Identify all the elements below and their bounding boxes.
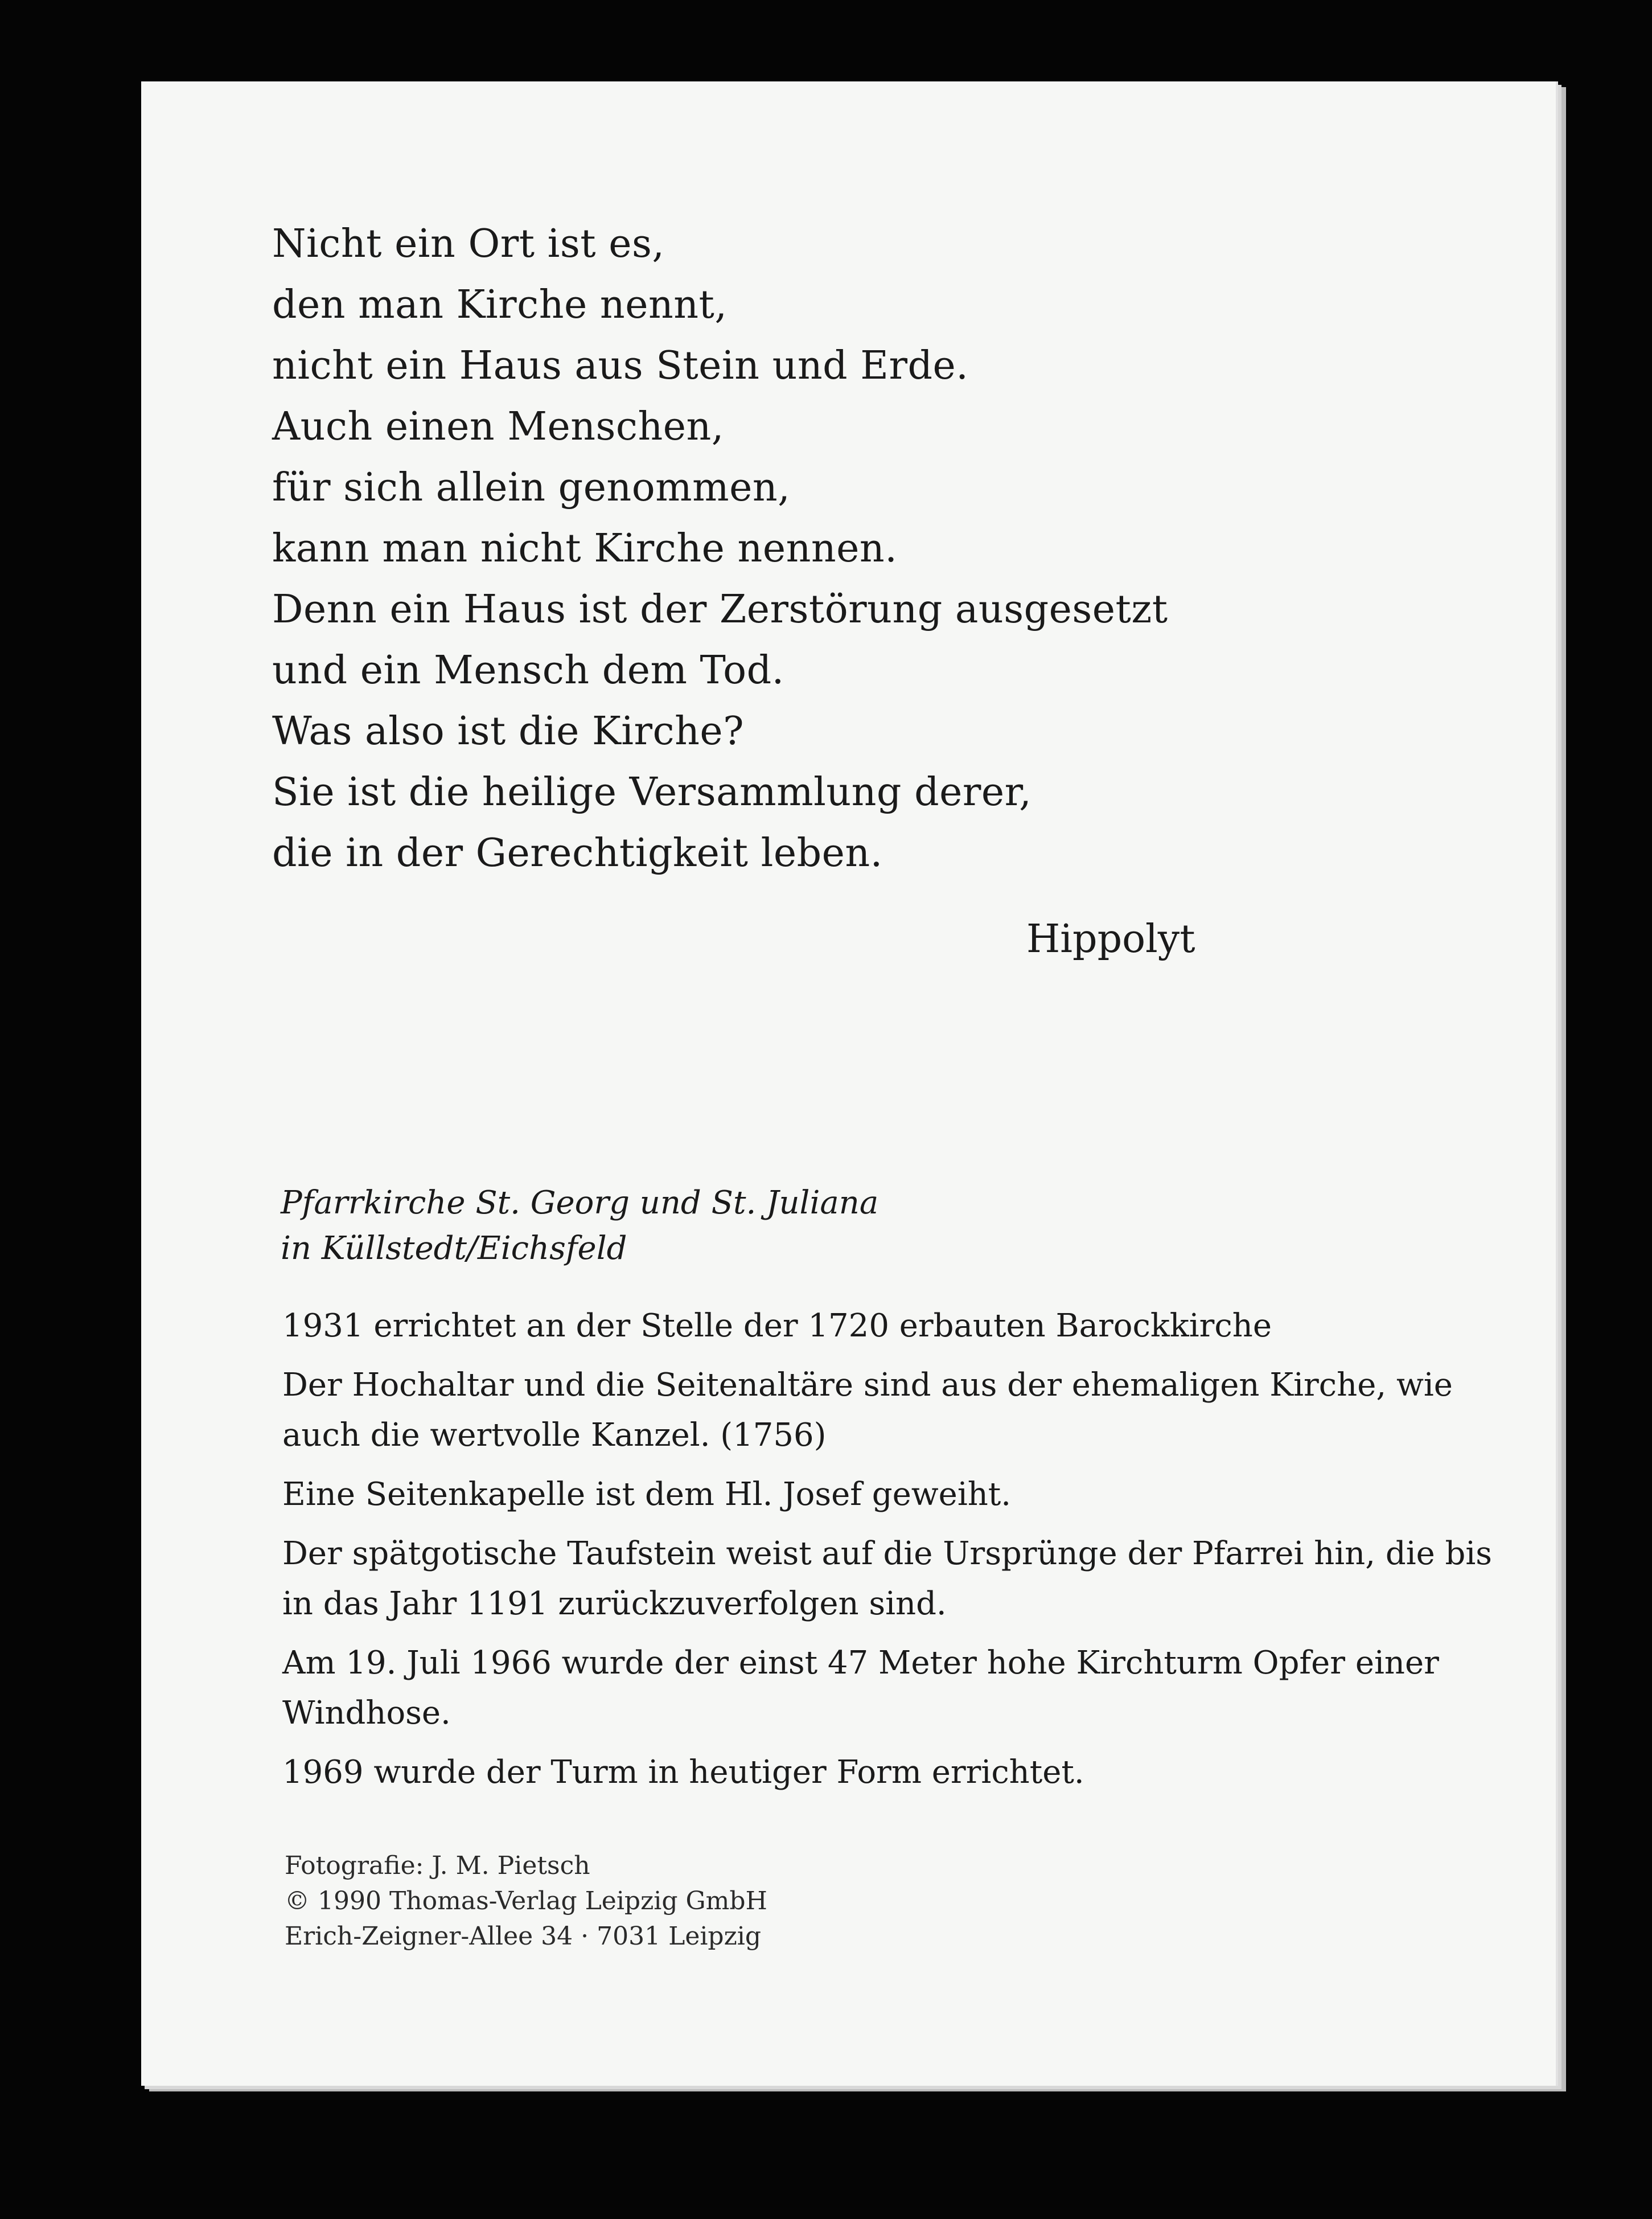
poem [272,214,1354,884]
poem-line: kann man nicht Kirche nennen. [272,526,898,571]
church-title: Pfarrkirche St. Georg und St. Juliana [281,1184,879,1221]
poem-line: die in der Gerechtigkeit leben. [272,831,883,876]
fact-paragraph: Am 19. Juli 1966 wurde der einst 47 Meter hohe Kirchturm Opfer einer Windhose. [282,1644,1439,1732]
poem-line: Was also ist die Kirche? [272,709,745,754]
copyright-notice: © 1990 Thomas-Verlag Leipzig GmbH [285,1886,767,1916]
poem-line: Nicht ein Ort ist es, [272,222,665,266]
poem-line: den man Kirche nennt, [272,282,728,327]
fact-paragraph: 1931 errichtet an der Stelle der 1720 erbauten Barockkirche [282,1307,1272,1344]
fact-paragraph: 1969 wurde der Turm in heutiger Form errichtet. [282,1754,1084,1791]
fact-paragraph: Eine Seitenkapelle ist dem Hl. Josef geweiht. [282,1476,1012,1513]
poem-author: Hippolyt [1026,917,1195,962]
photo-credit: Fotografie: J. M. Pietsch [285,1851,590,1880]
poem-line: und ein Mensch dem Tod. [272,648,784,693]
credits [285,1848,767,1954]
card-page [141,81,1558,2086]
poem-line: Denn ein Haus ist der Zerstörung ausgesetzt [272,587,1168,632]
fact-paragraph: Der Hochaltar und die Seitenaltäre sind aus der ehemaligen Kirche, wie auch die wertvolle Kanzel. (1756) [282,1367,1453,1454]
church-location: in Küllstedt/Eichsfeld [281,1230,627,1267]
poem-line: nicht ein Haus aus Stein und Erde. [272,343,969,388]
poem-line: für sich allein genommen, [272,465,791,510]
poem-line: Sie ist die heilige Versammlung derer, [272,770,1032,815]
publisher-address: Erich-Zeigner-Allee 34 · 7031 Leipzig [285,1922,762,1951]
church-facts [282,1301,1506,1807]
poem-line: Auch einen Menschen, [272,404,724,449]
church-heading [281,1180,878,1271]
fact-paragraph: Der spätgotische Taufstein weist auf die Ursprünge der Pfarrei hin, die bis in das Jahr 1191 zurückzuverfolgen sind. [282,1535,1493,1622]
